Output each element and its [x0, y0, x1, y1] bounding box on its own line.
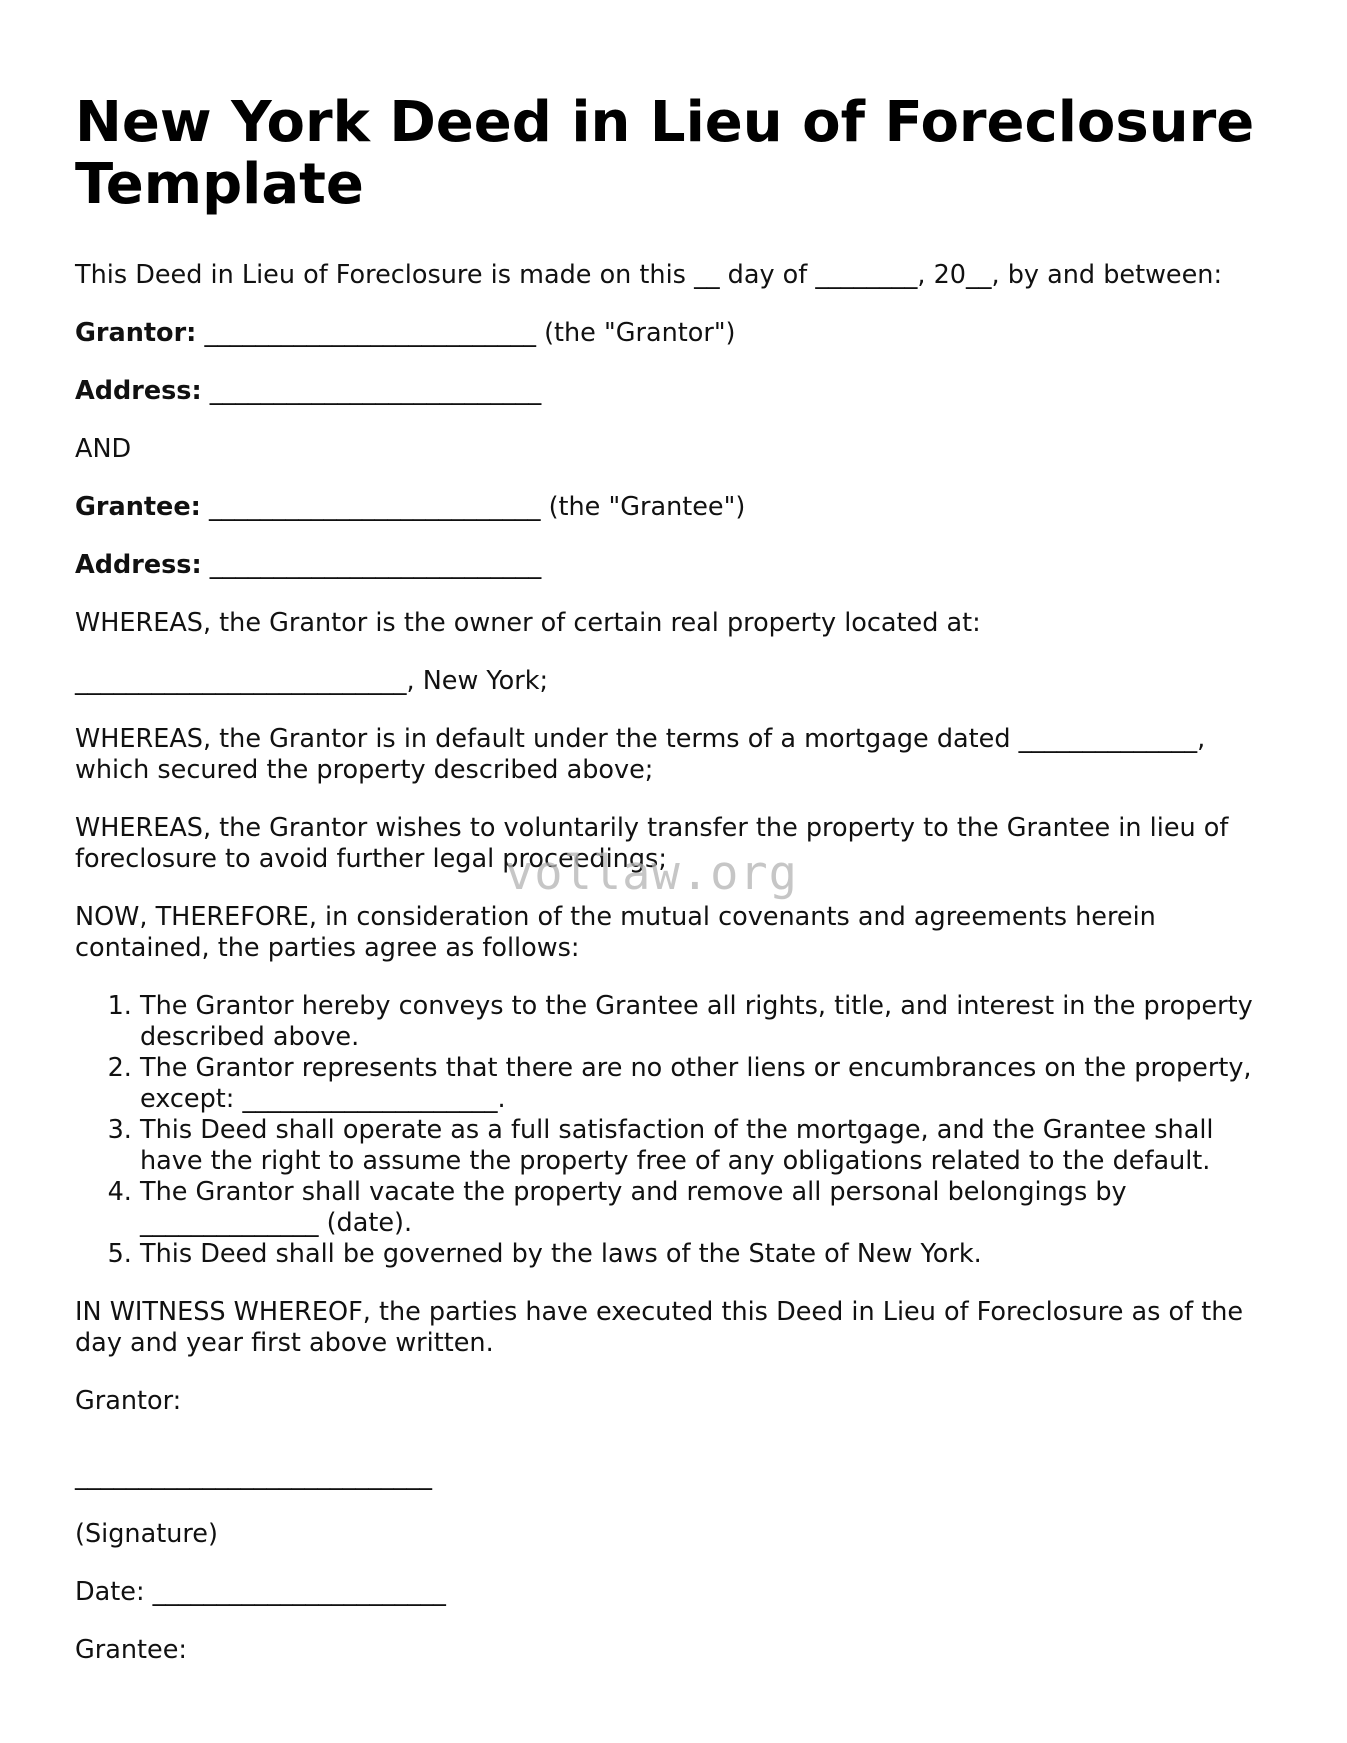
whereas-transfer: WHEREAS, the Grantor wishes to voluntarily transfer the property to the Grantee in lieu of foreclosure to avoid further legal proceedings; [75, 813, 1237, 874]
grantor-line [75, 318, 1275, 349]
term-item: 1. The Grantor hereby conveys to the Grantee all rights, title, and interest in the property described above. [140, 991, 1275, 1053]
signature-line: ____________________________ [75, 1461, 432, 1491]
now-therefore-paragraph: NOW, THEREFORE, in consideration of the mutual covenants and agreements herein contained, the parties agree as follows: [75, 902, 1164, 963]
term-item: 3. This Deed shall operate as a full satisfaction of the mortgage, and the Grantee shall have the right to assume the property free of any obligations related to the default. [140, 1115, 1275, 1177]
grantee-address-blank: __________________________ [209, 550, 542, 580]
document-title: New York Deed in Lieu of Foreclosure Template [75, 90, 1255, 217]
and-text: AND [75, 434, 132, 464]
grantor-label: Grantor: [75, 318, 197, 348]
grantee-blank: __________________________ [208, 492, 541, 522]
grantor-address-label: Address: [75, 376, 202, 406]
term-item: 2. The Grantor represents that there are no other liens or encumbrances on the property, except: ____________________. [140, 1053, 1275, 1115]
grantee-address-label: Address: [75, 550, 202, 580]
signature-grantor-label: Grantor: [75, 1386, 182, 1416]
grantee-address-line [75, 550, 1275, 581]
intro-paragraph: This Deed in Lieu of Foreclosure is made on this __ day of ________, 20__, by and between: [75, 260, 1223, 290]
terms-list [75, 991, 1275, 1270]
whereas-default: WHEREAS, the Grantor is in default under the terms of a mortgage dated ______________, which secured the property described above; [75, 724, 1214, 785]
witness-paragraph: IN WITNESS WHEREOF, the parties have executed this Deed in Lieu of Foreclosure as of the day and year first above written. [75, 1297, 1252, 1358]
grantor-address-line [75, 376, 1275, 407]
watermark: vollaw.org [505, 846, 798, 901]
grantor-blank: __________________________ [204, 318, 536, 348]
grantor-address-blank: __________________________ [209, 376, 542, 406]
signature-grantee-label: Grantee: [75, 1635, 187, 1665]
term-item: 4. The Grantor shall vacate the property and remove all personal belongings by ______________ (date). [140, 1177, 1275, 1239]
whereas-ownership: WHEREAS, the Grantor is the owner of certain real property located at: [75, 608, 981, 638]
grantee-label: Grantee: [75, 492, 201, 522]
date-line: Date: _______________________ [75, 1577, 446, 1607]
grantee-suffix: (the "Grantee") [548, 492, 746, 522]
term-item: 5. This Deed shall be governed by the laws of the State of New York. [140, 1239, 1275, 1270]
grantor-suffix: (the "Grantor") [544, 318, 736, 348]
property-location-line: __________________________, New York; [75, 666, 549, 696]
grantee-line [75, 492, 1275, 523]
signature-caption: (Signature) [75, 1519, 218, 1549]
